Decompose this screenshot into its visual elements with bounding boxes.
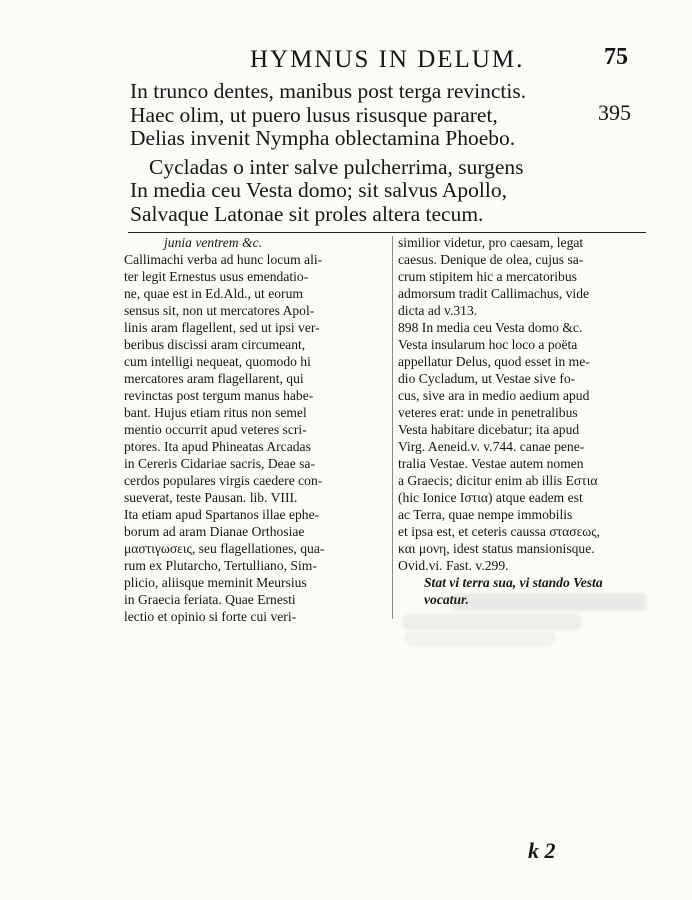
verse-block (130, 80, 600, 226)
note-line: linis aram flagellent, sed ut ipsi ver- (124, 320, 320, 335)
note-line: dicta ad v.313. (398, 303, 478, 318)
page-number: 75 (604, 44, 628, 70)
note-line: sensus sit, non ut mercatores Apol- (124, 303, 315, 318)
note-line: Vesta habitare dicebatur; ita apud (398, 422, 580, 437)
note-line: mentio occurrit apud veteres scri- (124, 422, 307, 437)
bleed-through-smudge (405, 632, 555, 646)
note-line: admorsum tradit Callimachus, vide (398, 286, 590, 301)
note-line: Ita etiam apud Spartanos illae ephe- (124, 507, 320, 522)
note-line: revinctas post tergum manus habe- (124, 388, 314, 403)
note-line: cus, sive ara in medio aedium apud (398, 388, 590, 403)
note-line: tralia Vestae. Vestae autem nomen (398, 456, 584, 471)
note-line: dio Cycladum, ut Vestae sive fo- (398, 371, 576, 386)
note-line: 898 In media ceu Vesta domo &c. (398, 320, 583, 335)
note-line: cum intelligi nequeat, quomodo hi (124, 354, 311, 369)
note-line: sueverat, teste Pausan. lib. VIII. (124, 490, 298, 505)
note-line: Callimachi verba ad hunc locum ali- (124, 252, 323, 267)
note-line: vocatur. (424, 592, 469, 607)
verse-line: In trunco dentes, manibus post terga revinctis. (130, 79, 527, 103)
note-line: in Cereris Cidariae sacris, Deae sa- (124, 456, 315, 471)
note-line: beribus discissi aram circumeant, (124, 337, 306, 352)
note-line: ter legit Ernestus usus emendatio- (124, 269, 309, 284)
note-line: rum ex Plutarcho, Tertulliano, Sim- (124, 558, 317, 573)
verse-line: Haec olim, ut puero lusus risusque pararet, (130, 102, 498, 127)
signature-mark: k 2 (528, 838, 556, 863)
verse-line-number: 395 (598, 100, 631, 125)
verse-line: Cycladas o inter salve pulcherrima, surgens (149, 154, 524, 179)
bleed-through-smudge (402, 614, 582, 630)
note-line: Vesta insularum hoc loco a poëta (398, 337, 578, 352)
note-line: borum ad aram Dianae Orthosiae (124, 524, 305, 539)
notes-left-column (124, 234, 390, 625)
note-line: crum stipitem hic a mercatoribus (398, 269, 577, 284)
note-line: similior videtur, pro caesam, legat (398, 235, 584, 250)
note-line: Virg. Aeneid.v. v.744. canae pene- (398, 439, 585, 454)
bleed-through-smudge (452, 593, 647, 611)
note-line: ne, quae est in Ed.Ald., ut eorum (124, 286, 303, 301)
note-line: a Graecis; dicitur enim ab illis Εστια (398, 473, 598, 488)
note-line: junia ventrem &c. (164, 235, 263, 250)
verse-line: Salvaque Latonae sit proles altera tecum. (130, 201, 484, 226)
note-line: και μονη, idest status mansionisque. (398, 541, 595, 556)
note-line: veteres erat: unde in penetralibus (398, 405, 578, 420)
note-line: (hic Ionice Ιστια) atque eadem est (398, 490, 583, 505)
note-line: ac Terra, quae nempe immobilis (398, 507, 573, 522)
note-line: plicio, aliisque meminit Meursius (124, 575, 307, 590)
note-line: caesus. Denique de olea, cujus sa- (398, 252, 584, 267)
verse-line: Delias invenit Nympha oblectamina Phoebo. (130, 126, 516, 150)
note-line: Ovid.vi. Fast. v.299. (398, 558, 509, 573)
footnote-rule (128, 232, 646, 233)
note-line: et ipsa est, et ceteris caussa στασεως, (398, 524, 601, 539)
column-divider (392, 236, 393, 619)
note-line: Stat vi terra sua, vi stando Vesta (424, 575, 603, 590)
note-line: bant. Hujus etiam ritus non semel (124, 405, 307, 420)
note-line: appellatur Delus, quod esset in me- (398, 354, 590, 369)
note-line: mercatores aram flagellarent, qui (124, 371, 304, 386)
verse-line: In media ceu Vesta domo; sit salvus Apollo, (130, 178, 508, 202)
note-line: ptores. Ita apud Phineatas Arcadas (124, 439, 311, 454)
note-line: in Graecia feriata. Quae Ernesti (124, 592, 296, 607)
note-line: μαστιγωσεις, seu flagellationes, qua- (124, 541, 325, 556)
note-line: cerdos populares virgis caedere con- (124, 473, 323, 488)
notes-right-column (398, 234, 648, 608)
running-title: HYMNUS IN DELUM. (250, 46, 525, 73)
note-line: lectio et opinio si forte cui veri- (124, 609, 297, 624)
